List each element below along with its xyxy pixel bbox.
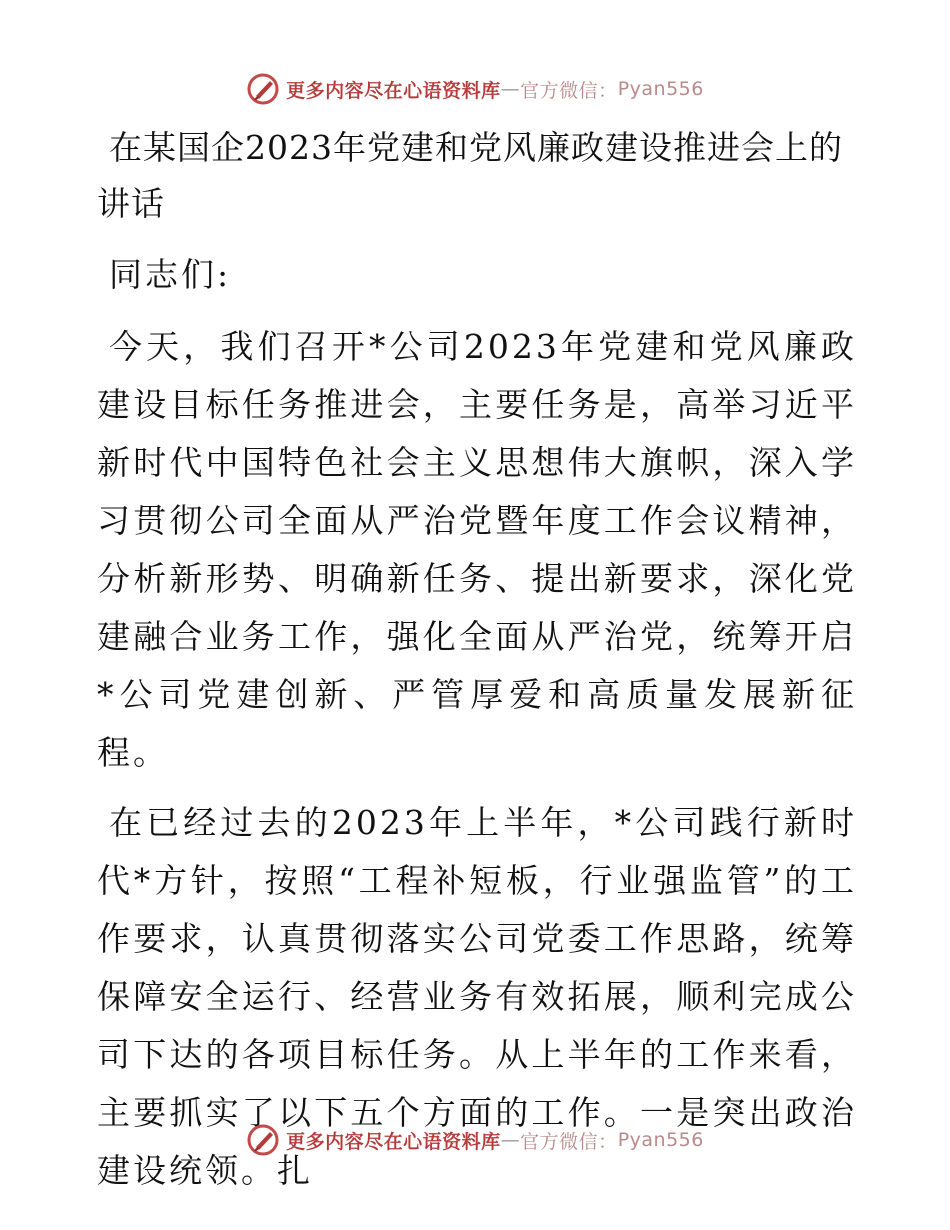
watermark-handle: Pyan556 <box>617 1129 704 1151</box>
greeting: 同志们: <box>109 255 232 294</box>
document-title: 在某国企2023年党建和党风廉政建设推进会上的讲话 <box>97 128 843 223</box>
watermark-main-text: 更多内容尽在心语资料库 <box>286 1130 501 1153</box>
watermark-main-text: 更多内容尽在心语资料库 <box>286 79 501 102</box>
watermark-official-label: 官方微信： <box>520 79 618 102</box>
watermark-dash: — <box>500 78 521 100</box>
document-body <box>97 120 857 1212</box>
header-watermark <box>0 72 950 106</box>
watermark-official-label: 官方微信： <box>520 1130 618 1153</box>
watermark-dash: — <box>500 1129 521 1151</box>
paragraph-2: 在已经过去的2023年上半年，*公司践行新时代*方针，按照“工程补短板，行业强监管”的工作要求，认真贯彻落实公司党委工作思路，统筹保障安全运行、经营业务有效拓展，顺利完成公司下达的各项目标任务。从上半年的工作来看，主要抓实了以下五个方面的工作。一是突出政治建设统领。扎 <box>97 803 857 1190</box>
paragraph-1: 今天，我们召开*公司2023年党建和党风廉政建设目标任务推进会，主要任务是，高举习近平新时代中国特色社会主义思想伟大旗帜，深入学习贯彻公司全面从严治党暨年度工作会议精神，分析新形势、明确新任务、提出新要求，深化党建融合业务工作，强化全面从严治党，统筹开启*公司党建创新、严管厚爱和高质量发展新征程。 <box>97 327 857 772</box>
footer-watermark <box>0 1123 950 1157</box>
brush-logo-icon <box>246 72 280 106</box>
brush-logo-icon <box>246 1123 280 1157</box>
watermark-handle: Pyan556 <box>617 78 704 100</box>
